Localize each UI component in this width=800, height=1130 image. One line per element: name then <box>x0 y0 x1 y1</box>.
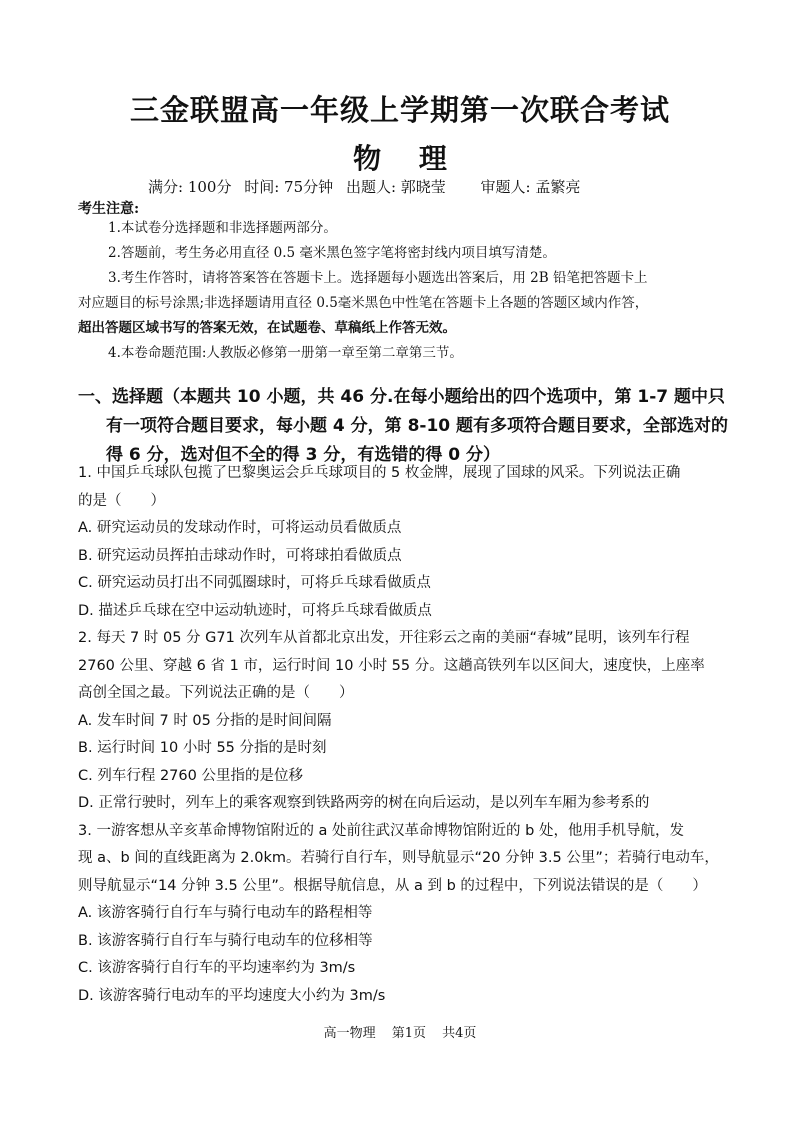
question-stem: 现 a、b 间的直线距离为 2.0km。若骑行自行车，则导航显示“20 分钟 3.5 公里”；若骑行电动车， <box>78 850 719 866</box>
section-line: 一、选择题（本题共 10 小题，共 46 分.在每小题给出的四个选项中，第 1-7 题中只 <box>78 387 725 407</box>
option-d: D. 正常行驶时，列车上的乘客观察到铁路两旁的树在向后运动，是以列车车厢为参考系的 <box>78 795 650 811</box>
footer-subject: 高一物理 <box>323 1026 376 1041</box>
footer-total: 共4页 <box>442 1026 477 1041</box>
question-1 <box>78 460 738 625</box>
question-reviewer: 审题人: 孟繁亮 <box>480 178 581 196</box>
subject-char: 理 <box>418 142 447 175</box>
notice-line: 3.考生作答时，请将答案答在答题卡上。选择题每小题选出答案后，用 2B 铅笔把答题卡上 <box>108 270 648 286</box>
exam-meta <box>148 176 588 197</box>
question-stem: 2. 每天 7 时 05 分 G71 次列车从首都北京出发，开往彩云之南的美丽“春城”昆明，该列车行程 <box>78 630 690 646</box>
notice-line: 1.本试卷分选择题和非选择题两部分。 <box>108 220 337 236</box>
section-line: 得 6 分，选对但不全的得 3 分，有选错的得 0 分） <box>106 445 500 465</box>
option-b: B. 运行时间 10 小时 55 分指的是时刻 <box>78 740 327 756</box>
notice-line: 2.答题前，考生务必用直径 0.5 毫米黑色签字笔将密封线内项目填写清楚。 <box>108 245 556 261</box>
option-a: A. 研究运动员的发球动作时，可将运动员看做质点 <box>78 520 402 536</box>
subject-char: 物 <box>353 142 382 175</box>
option-b: B. 该游客骑行自行车与骑行电动车的位移相等 <box>78 932 373 949</box>
notice-line-bold: 超出答题区域书写的答案无效，在试题卷、草稿纸上作答无效。 <box>78 320 456 336</box>
question-stem: 的是（ ） <box>78 492 165 509</box>
option-b: B. 研究运动员挥拍击球动作时，可将球拍看做质点 <box>78 547 402 564</box>
option-c: C. 列车行程 2760 公里指的是位移 <box>78 767 303 784</box>
option-a: A. 发车时间 7 时 05 分指的是时间间隔 <box>78 712 332 729</box>
question-stem: 高创全国之最。下列说法正确的是（ ） <box>78 685 354 701</box>
question-2 <box>78 625 738 818</box>
footer-page: 第1页 <box>391 1026 426 1041</box>
exam-time: 时间: 75分钟 <box>244 178 334 196</box>
question-3 <box>78 818 738 1011</box>
question-stem: 2760 公里、穿越 6 省 1 市，运行时间 10 小时 55 分。这趟高铁列车以区间大，速度快，上座率 <box>78 657 705 674</box>
full-score: 满分: 100分 <box>148 178 232 196</box>
question-stem: 则导航显示“14 分钟 3.5 公里”。根据导航信息，从 a 到 b 的过程中，下列说法错误的是（ ） <box>78 877 707 894</box>
question-list <box>78 460 738 1010</box>
notice-list <box>78 216 738 366</box>
section-line: 有一项符合题目要求，每小题 4 分，第 8-10 题有多项符合题目要求，全部选对的 <box>106 416 729 436</box>
option-c: C. 研究运动员打出不同弧圈球时，可将乒乓球看做质点 <box>78 575 431 591</box>
notice-heading: 考生注意: <box>78 201 140 217</box>
option-d: D. 描述乒乓球在空中运动轨迹时，可将乒乓球看做质点 <box>78 602 432 619</box>
subject-heading <box>0 137 800 177</box>
option-d: D. 该游客骑行电动车的平均速度大小约为 3m/s <box>78 987 386 1004</box>
question-stem: 1. 中国乒乓球队包揽了巴黎奥运会乒乓球项目的 5 枚金牌，展现了国球的风采。下列说法正确 <box>78 465 681 481</box>
notice-line: 对应题目的标号涂黑;非选择题请用直径 0.5毫米黑色中性笔在答题卡上各题的答题区域内作答， <box>78 295 649 311</box>
option-c: C. 该游客骑行自行车的平均速率约为 3m/s <box>78 960 356 976</box>
exam-title: 三金联盟高一年级上学期第一次联合考试 <box>129 93 670 127</box>
page-footer <box>0 1022 800 1041</box>
option-a: A. 该游客骑行自行车与骑行电动车的路程相等 <box>78 905 373 921</box>
question-author: 出题人: 郭晓莹 <box>345 178 446 196</box>
question-stem: 3. 一游客想从辛亥革命博物馆附近的 a 处前往武汉革命博物馆附近的 b 处，他用手机导航，发 <box>78 822 684 839</box>
section-heading <box>78 383 738 470</box>
notice-line: 4.本卷命题范围:人教版必修第一册第一章至第二章第三节。 <box>108 345 463 361</box>
